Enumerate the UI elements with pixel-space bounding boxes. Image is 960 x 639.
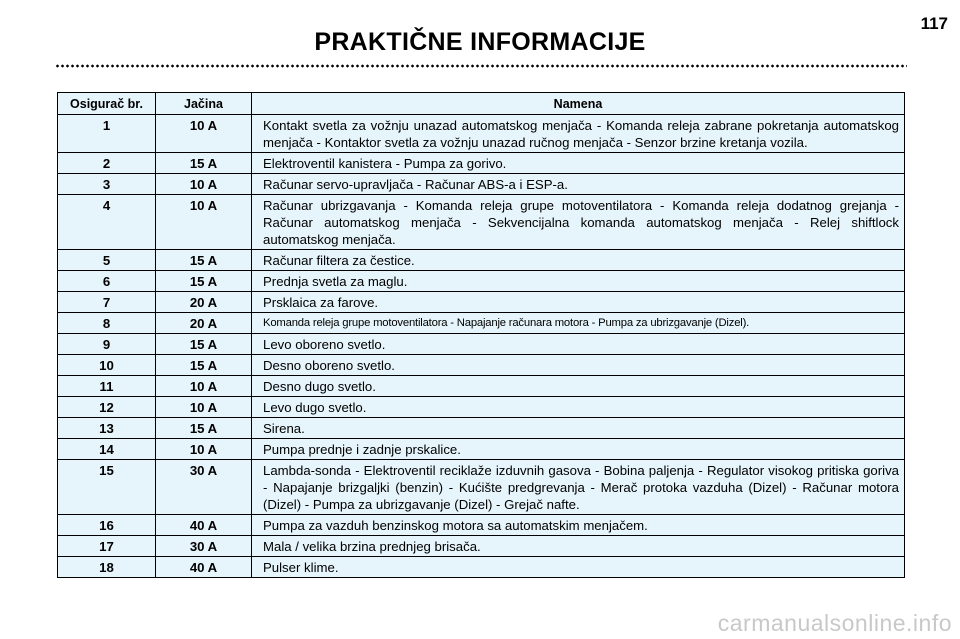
fuse-number-cell: 15 bbox=[58, 460, 156, 515]
column-header-fuse-number: Osigurač br. bbox=[58, 93, 156, 115]
fuse-number-cell: 3 bbox=[58, 174, 156, 195]
fuse-purpose-cell: Računar servo-upravljača - Računar ABS-a i ESP-a. bbox=[252, 174, 905, 195]
fuse-number-cell: 8 bbox=[58, 313, 156, 334]
fuse-number-cell: 4 bbox=[58, 195, 156, 250]
table-row bbox=[58, 557, 905, 578]
dotted-divider bbox=[55, 64, 907, 68]
fuse-purpose-cell: Elektroventil kanistera - Pumpa za gorivo. bbox=[252, 153, 905, 174]
fuse-rating-cell: 15 A bbox=[156, 153, 252, 174]
fuse-number-cell: 9 bbox=[58, 334, 156, 355]
fuse-number-cell: 2 bbox=[58, 153, 156, 174]
fuse-purpose-cell: Desno oboreno svetlo. bbox=[252, 355, 905, 376]
fuse-rating-cell: 10 A bbox=[156, 115, 252, 153]
fuse-purpose-cell: Lambda-sonda - Elektroventil reciklaže izduvnih gasova - Bobina paljenja - Regulator visokog pritiska goriva - Napajanje brizgaljki (benzin) - Kućište predgrevanja - Merač protoka vazduha (Dizel) - Računar motora (Dizel) - Pumpa za ubrizgavanje (Dizel) - Grejač nafte. bbox=[252, 460, 905, 515]
fuse-rating-cell: 15 A bbox=[156, 271, 252, 292]
fuse-purpose-cell: Računar ubrizgavanja - Komanda releja grupe motoventilatora - Komanda releja dodatnog grejanja - Računar automatskog menjača - Sekvencijalna komanda automatskog menjača - Relej shiftlock automatskog menjača. bbox=[252, 195, 905, 250]
fuse-purpose-cell: Prsklaica za farove. bbox=[252, 292, 905, 313]
fuse-rating-cell: 30 A bbox=[156, 460, 252, 515]
watermark: carmanualsonline.info bbox=[717, 610, 952, 636]
fuse-table bbox=[57, 92, 905, 578]
fuse-purpose-cell: Pumpa prednje i zadnje prskalice. bbox=[252, 439, 905, 460]
fuse-rating-cell: 10 A bbox=[156, 397, 252, 418]
table-row bbox=[58, 460, 905, 515]
column-header-purpose: Namena bbox=[252, 93, 905, 115]
table-row bbox=[58, 195, 905, 250]
fuse-number-cell: 16 bbox=[58, 515, 156, 536]
table-row bbox=[58, 418, 905, 439]
fuse-rating-cell: 40 A bbox=[156, 515, 252, 536]
page-number: 117 bbox=[920, 14, 948, 33]
fuse-rating-cell: 10 A bbox=[156, 376, 252, 397]
fuse-number-cell: 5 bbox=[58, 250, 156, 271]
fuse-rating-cell: 15 A bbox=[156, 250, 252, 271]
fuse-number-cell: 18 bbox=[58, 557, 156, 578]
fuse-purpose-cell: Pumpa za vazduh benzinskog motora sa automatskim menjačem. bbox=[252, 515, 905, 536]
page-title: PRAKTIČNE INFORMACIJE bbox=[314, 28, 646, 56]
table-row bbox=[58, 115, 905, 153]
fuse-rating-cell: 20 A bbox=[156, 313, 252, 334]
fuse-purpose-cell: Komanda releja grupe motoventilatora - Napajanje računara motora - Pumpa za ubrizgavanje (Dizel). bbox=[252, 313, 905, 334]
table-row bbox=[58, 439, 905, 460]
fuse-number-cell: 10 bbox=[58, 355, 156, 376]
fuse-number-cell: 14 bbox=[58, 439, 156, 460]
table-row bbox=[58, 250, 905, 271]
fuse-rating-cell: 20 A bbox=[156, 292, 252, 313]
fuse-rating-cell: 10 A bbox=[156, 174, 252, 195]
fuse-purpose-cell: Mala / velika brzina prednjeg brisača. bbox=[252, 536, 905, 557]
table-row bbox=[58, 313, 905, 334]
table-header-row bbox=[58, 93, 905, 115]
fuse-purpose-cell: Sirena. bbox=[252, 418, 905, 439]
table-body bbox=[58, 115, 905, 578]
fuse-number-cell: 6 bbox=[58, 271, 156, 292]
fuse-rating-cell: 15 A bbox=[156, 355, 252, 376]
table-row bbox=[58, 515, 905, 536]
column-header-rating: Jačina bbox=[156, 93, 252, 115]
fuse-rating-cell: 30 A bbox=[156, 536, 252, 557]
fuse-rating-cell: 15 A bbox=[156, 334, 252, 355]
fuse-purpose-cell: Pulser klime. bbox=[252, 557, 905, 578]
fuse-rating-cell: 10 A bbox=[156, 439, 252, 460]
fuse-purpose-cell: Levo dugo svetlo. bbox=[252, 397, 905, 418]
table-row bbox=[58, 153, 905, 174]
table-row bbox=[58, 536, 905, 557]
table-row bbox=[58, 271, 905, 292]
fuse-number-cell: 12 bbox=[58, 397, 156, 418]
fuse-number-cell: 11 bbox=[58, 376, 156, 397]
table-row bbox=[58, 376, 905, 397]
table-row bbox=[58, 355, 905, 376]
fuse-purpose-cell: Desno dugo svetlo. bbox=[252, 376, 905, 397]
fuse-purpose-cell: Prednja svetla za maglu. bbox=[252, 271, 905, 292]
fuse-number-cell: 7 bbox=[58, 292, 156, 313]
fuse-purpose-cell: Levo oboreno svetlo. bbox=[252, 334, 905, 355]
table-row bbox=[58, 174, 905, 195]
table-row bbox=[58, 334, 905, 355]
fuse-rating-cell: 15 A bbox=[156, 418, 252, 439]
fuse-rating-cell: 10 A bbox=[156, 195, 252, 250]
fuse-rating-cell: 40 A bbox=[156, 557, 252, 578]
table-row bbox=[58, 397, 905, 418]
fuse-purpose-cell: Kontakt svetla za vožnju unazad automatskog menjača - Komanda releja zabrane pokretanja automatskog menjača - Kontaktor svetla za vožnju unazad ručnog menjača - Senzor brzine kretanja vozila. bbox=[252, 115, 905, 153]
fuse-purpose-cell: Računar filtera za čestice. bbox=[252, 250, 905, 271]
table-row bbox=[58, 292, 905, 313]
fuse-number-cell: 1 bbox=[58, 115, 156, 153]
fuse-number-cell: 13 bbox=[58, 418, 156, 439]
fuse-number-cell: 17 bbox=[58, 536, 156, 557]
